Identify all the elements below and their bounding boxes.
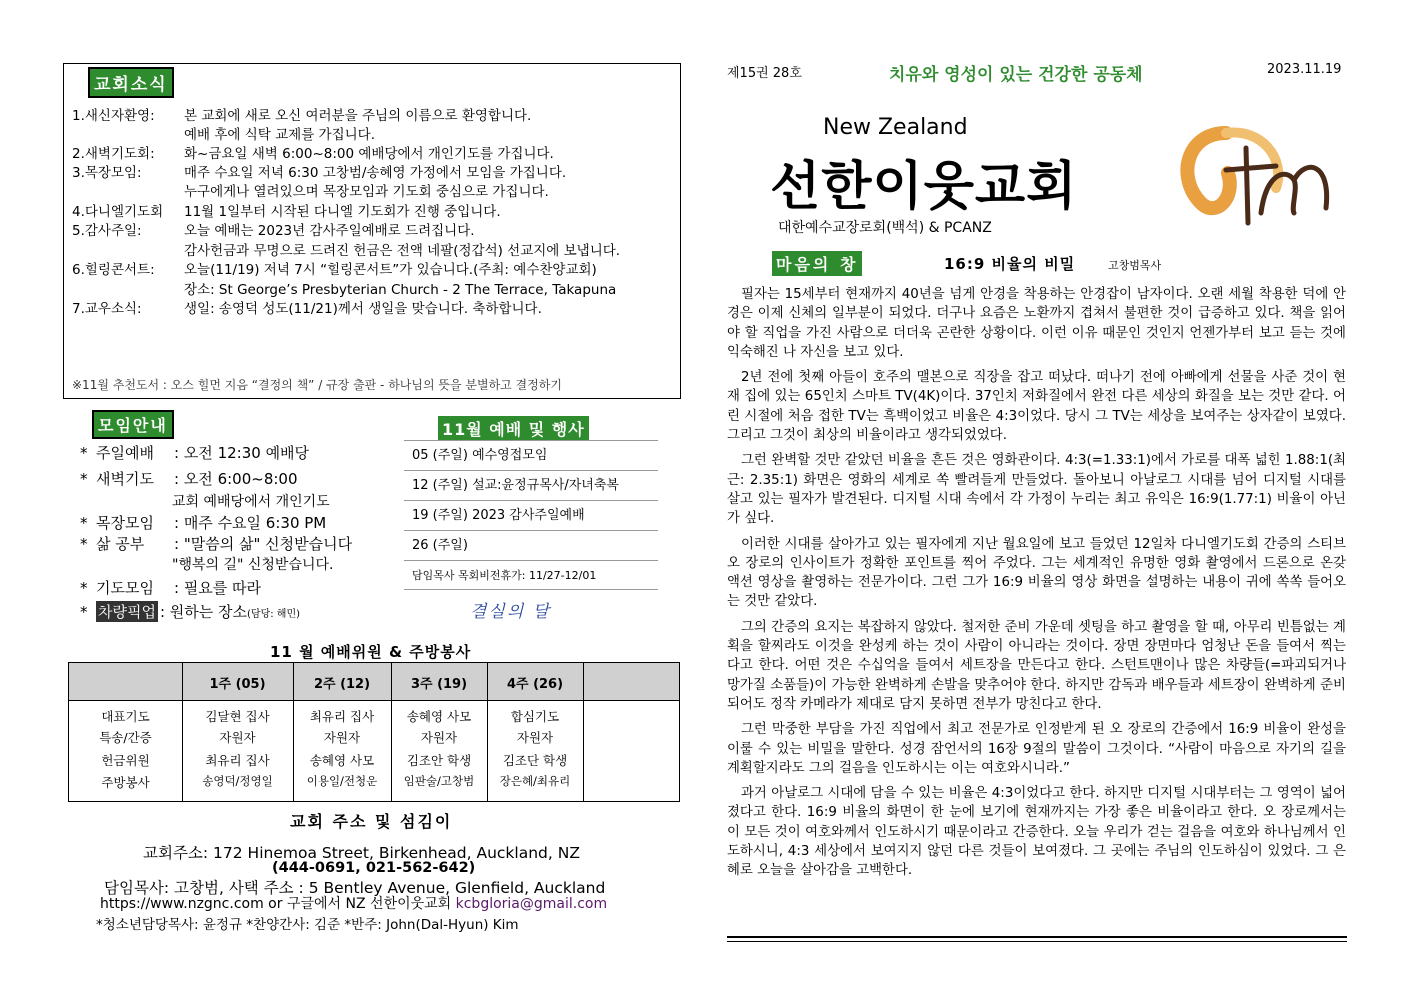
news-item-label: 7.교우소식: xyxy=(72,301,142,317)
news-item-text: 본 교회에 새로 오신 여러분을 주님의 이름으로 환영합니다. xyxy=(184,108,532,124)
news-item-label: 5.감사주일: xyxy=(72,223,142,239)
sermon-title: 16:9 비율의 비밀 xyxy=(944,255,1076,273)
meeting-guide-title: 모임안내 xyxy=(92,410,174,439)
november-events-title: 11월 예배 및 행사 xyxy=(438,416,589,441)
table-row-label: 특송/간증 xyxy=(99,730,152,745)
meeting-value: : 원하는 장소 xyxy=(159,603,248,621)
table-cell: 송영덕/정영일 xyxy=(202,774,273,788)
address-title: 교회 주소 및 섬김이 xyxy=(290,812,453,831)
staff-line: *청소년담당목사: 윤정규 *찬양간사: 김준 *반주: John(Dal-Hyun) Kim xyxy=(96,917,519,933)
article-paragraph: 이러한 시대를 살아가고 있는 필자에게 지난 월요일에 보고 들었던 12일차 다니엘기도회 간증의 스티브 오 장로의 인사이트가 정확한 포인트를 찍어 주었다. 그는 세계적인 유명한 영화 촬영에서 드론으로 온갖 액션 영상을 촬영하는 전문가이다. 그런 그가 16:9 비율의 영상 화면을 설명하는 내용이 귀에 쏙쏙 들어오는 것만 같았다. xyxy=(727,536,1346,610)
church-name: 선한이웃교회 xyxy=(770,157,1078,217)
church-slogan: 치유와 영성이 있는 건강한 공동체 xyxy=(889,65,1143,85)
news-item-text: 감사헌금과 무명으로 드려진 헌금은 전액 네팔(정갑석) 선교지에 보냅니다. xyxy=(184,243,621,259)
table-header-cell: 1주 (05) xyxy=(209,677,266,692)
meeting-row: * 차량픽업 : 원하는 장소(담당: 해민) xyxy=(80,603,301,621)
meeting-row: * 삶 공부 : "말씀의 삶" 신청받습니다 xyxy=(80,535,353,553)
sermon-author: 고창범목사 xyxy=(1108,259,1162,272)
table-row-label: 대표기도 xyxy=(101,709,150,724)
news-item-text: 생일: 송영덕 성도(11/21)께서 생일을 맞습니다. 축하합니다. xyxy=(184,301,542,317)
meeting-row: * 기도모임 : 필요를 따라 xyxy=(80,579,262,597)
table-cell: 최유리 집사 xyxy=(309,709,375,724)
phone-numbers: (444-0691, 021-562-642) xyxy=(272,860,476,876)
month-theme: 결실의 달 xyxy=(470,602,552,622)
meeting-value: : 필요를 따라 xyxy=(174,579,262,597)
church-news-title: 교회소식 xyxy=(88,67,174,98)
website-link[interactable]: https://www.nzgnc.com xyxy=(100,896,264,912)
news-item-text: 11월 1일부터 시작된 다니엘 기도회가 진행 중입니다. xyxy=(184,204,501,220)
denomination: 대한예수교장로회(백석) & PCANZ xyxy=(778,220,992,236)
table-cell: 이용일/전청운 xyxy=(306,774,378,788)
table-row-label: 헌금위원 xyxy=(101,753,150,768)
article-paragraph: 2년 전에 첫째 아들이 호주의 맬본으로 직장을 잡고 떠났다. 떠나기 전에 아빠에게 선물을 사준 것이 현재 집에 있는 65인치 스마트 TV(4K)이다. 37인치 저화질에서 완전 다른 세상의 화질을 보는 것만 같다. 어린 시절에 처음 접한 TV는 흑백이었고 비율은 4:3이었다. 당시 그 TV는 세상을 보여주는 상자같이 보였다. 그리고 그것이 최상의 비율이라고 생각되었었다. xyxy=(727,370,1346,444)
meeting-label: 새벽기도 xyxy=(96,470,154,488)
table-row-label: 주방봉사 xyxy=(101,775,150,790)
table-cell: 송혜영 사모 xyxy=(309,753,375,768)
meeting-row: * 새벽기도 : 오전 6:00~8:00 xyxy=(80,470,298,488)
meeting-label: 삶 공부 xyxy=(96,535,145,553)
article-paragraph: 그의 간증의 요지는 복잡하지 않았다. 철저한 준비 가운데 셋팅을 하고 촬영을 할 때, 아무리 빈틈없는 계획을 할찌라도 이것을 완성케 하는 것이 사람이 아니라는 것이다. 장면 장면마다 엄청난 돈을 들여서 찍는다고 한다. 어떤 것은 수십억을 들여서 세트장을 만든다고 한다. 스턴트맨이나 많은 차량들(=파괴되거나 망가질 소품들)이 가능한 완벽하게 손발을 맞추어야 한다. 하지만 감독과 배우들과 세트장이 완벽하게 준비되어도 정작 카메라가 제대로 담지 못하면 전부가 망친다고 한다. xyxy=(727,619,1346,712)
news-item-label: 4.다니엘기도회 xyxy=(72,204,164,220)
news-item-5 xyxy=(72,222,475,241)
news-item-text: 누구에게나 열려있으며 목장모임과 기도회 중심으로 가집니다. xyxy=(184,184,549,200)
event-row: 담임목사 목회비전휴가: 11/27-12/01 xyxy=(404,560,658,590)
contact-line: https://www.nzgnc.com or 구글에서 NZ 선한이웃교회 kcbgloria@gmail.com xyxy=(100,896,608,912)
news-item-2 xyxy=(72,145,554,164)
table-cell: 김조안 학생 xyxy=(406,753,472,768)
news-item-1 xyxy=(72,107,531,126)
meeting-note: (담당: 해민) xyxy=(247,609,301,620)
news-item-label: 1.새신자환영: xyxy=(72,108,155,124)
meeting-label: 주일예배 xyxy=(96,444,154,462)
news-item-text: 장소: St George’s Presbyterian Church - 2 The Terrace, Takapuna xyxy=(184,282,617,298)
event-row: 26 (주일) xyxy=(404,530,658,560)
pastor-address: 담임목사: 고창범, 사택 주소 : 5 Bentley Avenue, Glenfield, Auckland xyxy=(104,879,606,897)
meeting-sub-text: "행복의 길" 신청받습니다. xyxy=(172,557,334,573)
bottom-rule xyxy=(727,936,1347,938)
news-item-label: 3.목장모임: xyxy=(72,165,142,181)
news-item-text: 화~금요일 새벽 6:00~8:00 예배당에서 개인기도를 가집니다. xyxy=(184,146,554,162)
table-cell: 자원자 xyxy=(516,730,554,745)
meeting-row: * 목장모임 : 매주 수요일 6:30 PM xyxy=(80,514,327,532)
news-item-4 xyxy=(72,203,501,222)
article-paragraph: 그런 막중한 부담을 가진 직업에서 최고 전문가로 인정받게 된 오 장로의 간증에서 16:9 비율이 완성을 이룰 수 있는 비밀을 말한다. 성경 잠언서의 16장 9절의 말씀이 그것이다. “사람이 마음으로 자기의 길을 계획할지라도 그의 걸음을 인도하시는 이는 여호와시니라.” xyxy=(727,722,1346,776)
event-row: 19 (주일) 2023 감사주일예배 xyxy=(404,500,658,530)
table-cell: 자원자 xyxy=(420,730,458,745)
table-cell: 최유리 집사 xyxy=(205,753,270,768)
table-cell: 김조단 학생 xyxy=(502,753,568,768)
news-item-3 xyxy=(72,164,566,183)
recommended-book: ※11월 추천도서 : 오스 힐먼 지음 “결정의 책” / 규장 출판 - 하나님의 뜻을 분별하고 결정하기 xyxy=(72,378,562,392)
worship-table-title: 11 월 예배위원 & 주방봉사 xyxy=(270,643,472,661)
event-row: 12 (주일) 설교:윤정규목사/자녀축복 xyxy=(404,470,658,500)
news-item-7 xyxy=(72,300,542,319)
worship-table xyxy=(68,662,680,802)
table-header-cell: 4주 (26) xyxy=(506,677,564,692)
column-tag: 마음의 창 xyxy=(772,251,862,276)
email-link[interactable]: kcbgloria@gmail.com xyxy=(455,896,608,912)
table-cell: 합심기도 xyxy=(510,709,560,724)
church-logo-icon xyxy=(1166,118,1356,228)
news-item-label: 6.힐링콘서트: xyxy=(72,262,155,278)
news-item-text: 예배 후에 식탁 교제를 가집니다. xyxy=(184,127,375,143)
event-row: 05 (주일) 예수영접모임 xyxy=(404,440,658,470)
country-label: New Zealand xyxy=(823,115,968,140)
church-address: 교회주소: 172 Hinemoa Street, Birkenhead, Auckland, NZ xyxy=(143,844,580,862)
meeting-value: : "말씀의 삶" 신청받습니다 xyxy=(174,535,353,553)
bottom-rule xyxy=(727,941,1347,942)
meeting-label: 목장모임 xyxy=(96,514,154,532)
meeting-sub-text: 교회 예배당에서 개인기도 xyxy=(172,494,330,510)
table-cell: 임판술/고창범 xyxy=(403,774,475,788)
news-item-text: 오늘(11/19) 저녁 7시 “힐링콘서트”가 있습니다.(주최: 예수찬양교회) xyxy=(184,262,597,278)
meeting-value: : 오전 12:30 예배당 xyxy=(174,444,310,462)
news-item-text: 매주 수요일 저녁 6:30 고창범/송혜영 가정에서 모임을 가집니다. xyxy=(184,165,567,181)
sermon-article xyxy=(727,285,1346,887)
news-item-label: 2.새벽기도회: xyxy=(72,146,155,162)
article-paragraph: 필자는 15세부터 현재까지 40년을 넘게 안경을 착용하는 안경잡이 남자이다. 오랜 세월 착용한 덕에 안경은 이제 신체의 일부분이 되었다. 더구나 요즘은 노환까지 겹쳐서 불편한 것이 급증하고 있다. 책을 읽어야 할 직업을 가진 사람으로 더더욱 곤란한 상황이다. 이런 이유 때문인 것인지 언젠가부터 보고 듣는 것에 익숙해진 나 자신을 보고 있다. xyxy=(727,287,1346,360)
table-cell: 자원자 xyxy=(219,730,256,745)
table-cell: 송혜영 사모 xyxy=(406,709,472,724)
table-cell: 장은혜/최유리 xyxy=(499,774,571,788)
meeting-row: * 주일예배 : 오전 12:30 예배당 xyxy=(80,444,310,462)
meeting-value: : 매주 수요일 6:30 PM xyxy=(174,514,327,532)
meeting-value: : 오전 6:00~8:00 xyxy=(174,470,298,488)
meeting-label: 기도모임 xyxy=(96,579,154,597)
table-header-cell: 3주 (19) xyxy=(410,677,468,692)
news-item-6 xyxy=(72,261,597,280)
article-paragraph: 그런 완벽할 것만 같았던 비율을 흔든 것은 영화관이다. 4:3(=1.33:1)에서 가로를 대폭 넓힌 1.88:1(최근: 2.35:1) 화면은 영화의 세계로 쏙 빨려들게 만들었다. 돌아보니 아날로그 시대를 넘어 디지털 시대를 살고 있는 필자가 발견된다. 디지털 시대 속에서 각 가정이 누리는 최고 유익은 16:9(1.77:1) 비율이 아닌가 싶다. xyxy=(727,453,1346,527)
table-header-cell: 2주 (12) xyxy=(313,677,371,692)
volume-number: 제15권 28호 xyxy=(727,66,802,81)
table-cell: 자원자 xyxy=(323,730,361,745)
bulletin-date: 2023.11.19 xyxy=(1267,62,1342,77)
meeting-label-highlighted: 차량픽업 xyxy=(98,603,156,621)
article-paragraph: 과거 아날로그 시대에 담을 수 있는 비율은 4:3이었다고 한다. 하지만 디지털 시대부터는 그 영역이 넓어졌다고 한다. 16:9 비율의 화면이 한 눈에 보기에 현재까지는 가장 좋은 비율이라고 한다. 오 장로께서는 이 모든 것이 여호와께서 인도하시기 때문이라고 간증한다. 오늘 우리가 걷는 걸음을 여호와 하나님께서 인도하시니, 4:3 세상에서 보여지지 않던 다른 것들이 보여졌다. 그 곳에는 주님의 인도하심이 있었다. 그 은혜로 오늘을 살아감을 고백한다. xyxy=(727,786,1346,879)
news-item-text: 오늘 예배는 2023년 감사주일예배로 드려집니다. xyxy=(184,223,475,239)
table-cell: 김달현 집사 xyxy=(205,709,270,724)
